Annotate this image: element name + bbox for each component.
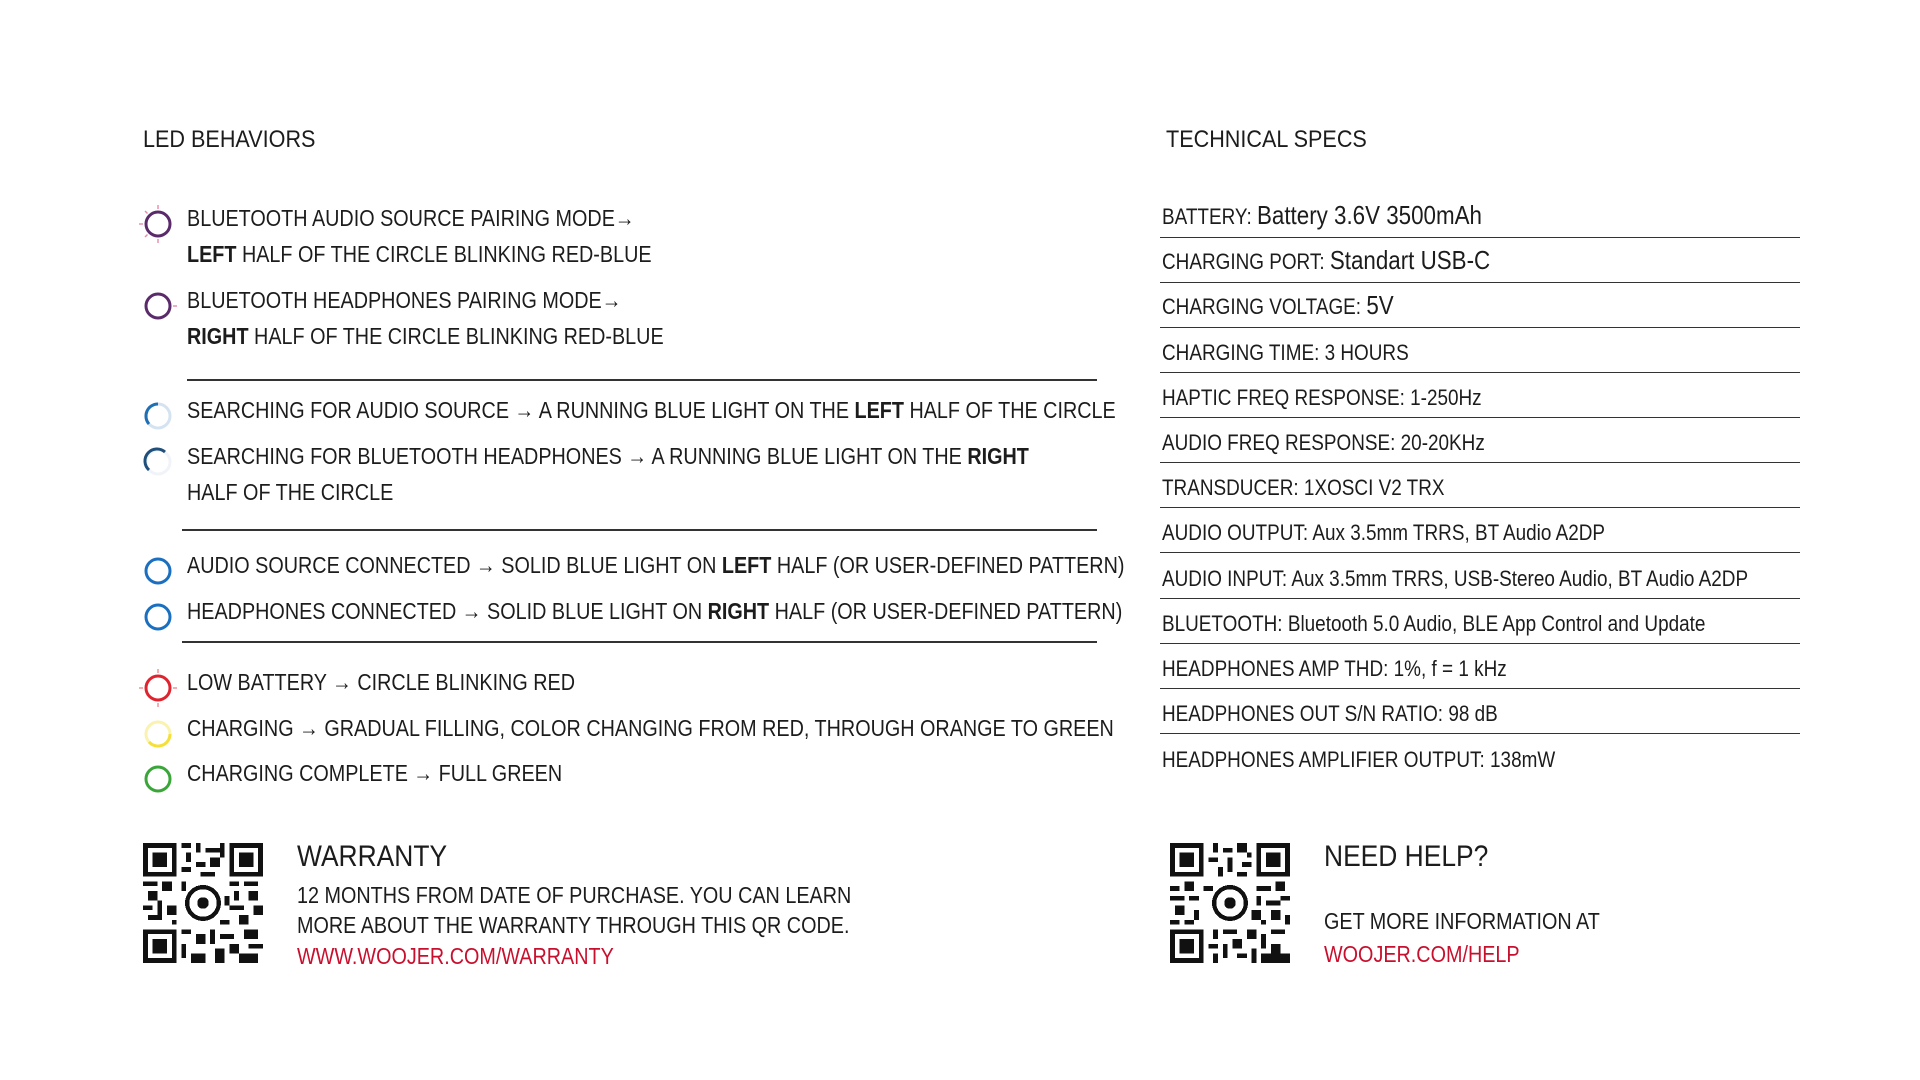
blue-running-left-icon — [137, 395, 179, 437]
spec-label: BATTERY: — [1162, 204, 1252, 229]
divider — [187, 379, 1097, 381]
spec-row-bluetooth — [1160, 599, 1800, 644]
spec-row-headphones-amp-output — [1160, 734, 1800, 779]
green-ring-icon — [137, 758, 179, 800]
spec-text — [1162, 566, 1748, 592]
blue-solid-ring-icon — [137, 596, 179, 638]
divider — [182, 641, 1097, 643]
spec-value: Battery 3.6V 3500mAh — [1256, 200, 1482, 230]
spec-text — [1162, 747, 1555, 773]
spec-row-transducer — [1160, 463, 1800, 508]
spec-label: TRANSDUCER: — [1162, 475, 1299, 500]
spec-label: AUDIO OUTPUT: — [1162, 520, 1309, 545]
led-text: BLUETOOTH AUDIO SOURCE PAIRING MODE→ LEFT HALF OF THE CIRCLE BLINKING RED-BLUE — [187, 205, 652, 267]
spec-value: Standart USB-C — [1329, 245, 1491, 275]
spec-label: HEADPHONES AMP THD: — [1162, 656, 1389, 681]
purple-ring-icon — [137, 285, 179, 327]
led-text: AUDIO SOURCE CONNECTED → SOLID BLUE LIGHT ON LEFT HALF (OR USER-DEFINED PATTERN) — [187, 552, 1125, 578]
spec-text — [1162, 475, 1444, 501]
spec-row-battery — [1160, 193, 1800, 238]
spec-label: CHARGING TIME: — [1162, 340, 1320, 365]
led-text: HEADPHONES CONNECTED → SOLID BLUE LIGHT ON RIGHT HALF (OR USER-DEFINED PATTERN) — [187, 598, 1123, 624]
spec-text — [1162, 340, 1409, 366]
spec-text — [1162, 611, 1705, 637]
spec-text — [1162, 385, 1482, 411]
spec-label: HAPTIC FREQ RESPONSE: — [1162, 385, 1405, 410]
led-text: CHARGING COMPLETE → FULL GREEN — [187, 760, 563, 786]
spec-text — [1162, 520, 1605, 546]
warranty-qr-code-icon[interactable] — [143, 843, 263, 963]
spec-row-headphones-sn-ratio — [1160, 689, 1800, 734]
warranty-title: WARRANTY — [297, 840, 448, 873]
spec-label: CHARGING VOLTAGE: — [1162, 294, 1362, 319]
led-text: BLUETOOTH HEADPHONES PAIRING MODE→ RIGHT HALF OF THE CIRCLE BLINKING RED-BLUE — [187, 287, 664, 349]
led-text: CHARGING → GRADUAL FILLING, COLOR CHANGING FROM RED, THROUGH ORANGE TO GREEN — [187, 715, 1114, 741]
help-qr-code-icon[interactable] — [1170, 843, 1290, 963]
spec-label: AUDIO FREQ RESPONSE: — [1162, 430, 1396, 455]
purple-blinking-ring-icon — [137, 203, 179, 245]
spec-label: BLUETOOTH: — [1162, 611, 1283, 636]
blue-running-right-icon — [137, 441, 179, 483]
spec-label: AUDIO INPUT: — [1162, 566, 1288, 591]
spec-label: CHARGING PORT: — [1162, 249, 1325, 274]
spec-value: 1-250Hz — [1410, 385, 1482, 410]
spec-row-charging-time — [1160, 328, 1800, 373]
help-title: NEED HELP? — [1324, 840, 1489, 873]
led-text: SEARCHING FOR AUDIO SOURCE → A RUNNING BLUE LIGHT ON THE LEFT HALF OF THE CIRCLE — [187, 397, 1116, 423]
spec-value: Aux 3.5mm TRRS, USB-Stereo Audio, BT Audio A2DP — [1291, 566, 1749, 591]
spec-text — [1162, 656, 1507, 682]
blue-solid-ring-icon — [137, 550, 179, 592]
spec-value: 98 dB — [1448, 701, 1498, 726]
spec-value: 20-20KHz — [1400, 430, 1485, 455]
red-blinking-ring-icon — [137, 667, 179, 709]
led-text: LOW BATTERY → CIRCLE BLINKING RED — [187, 669, 575, 695]
warranty-link[interactable]: WWW.WOOJER.COM/WARRANTY — [297, 943, 614, 969]
spec-row-audio-input — [1160, 553, 1800, 599]
technical-specs-title: TECHNICAL SPECS — [1166, 126, 1367, 153]
led-text: SEARCHING FOR BLUETOOTH HEADPHONES → A RUNNING BLUE LIGHT ON THE RIGHT HALF OF THE CIRCLE — [187, 443, 1029, 505]
spec-text — [1162, 430, 1485, 456]
spec-row-charging-voltage — [1160, 283, 1800, 328]
divider — [182, 529, 1097, 531]
spec-row-headphones-amp-thd — [1160, 644, 1800, 689]
spec-row-audio-output — [1160, 508, 1800, 553]
spec-value: 138mW — [1490, 747, 1556, 772]
spec-value: 1%, f = 1 kHz — [1393, 656, 1507, 681]
spec-value: Bluetooth 5.0 Audio, BLE App Control and Update — [1287, 611, 1706, 636]
led-behaviors-title: LED BEHAVIORS — [143, 126, 316, 153]
help-link[interactable]: WOOJER.COM/HELP — [1324, 941, 1520, 967]
spec-label: HEADPHONES OUT S/N RATIO: — [1162, 701, 1444, 726]
spec-row-haptic-freq — [1160, 373, 1800, 418]
warranty-description-line-2: MORE ABOUT THE WARRANTY THROUGH THIS QR CODE. — [297, 912, 850, 938]
spec-label: HEADPHONES AMPLIFIER OUTPUT: — [1162, 747, 1485, 772]
help-description: GET MORE INFORMATION AT — [1324, 908, 1600, 934]
spec-value: Aux 3.5mm TRRS, BT Audio A2DP — [1312, 520, 1606, 545]
spec-row-charging-port — [1160, 238, 1800, 283]
spec-row-audio-freq — [1160, 418, 1800, 463]
spec-value: 5V — [1366, 290, 1394, 320]
spec-text — [1162, 290, 1394, 321]
yellow-filling-ring-icon — [137, 713, 179, 755]
warranty-description-line-1: 12 MONTHS FROM DATE OF PURCHASE. YOU CAN LEARN — [297, 882, 852, 908]
spec-value: 3 HOURS — [1324, 340, 1409, 365]
spec-value: 1XOSCI V2 TRX — [1303, 475, 1445, 500]
spec-text — [1162, 200, 1482, 231]
spec-text — [1162, 245, 1490, 276]
spec-text — [1162, 701, 1498, 727]
